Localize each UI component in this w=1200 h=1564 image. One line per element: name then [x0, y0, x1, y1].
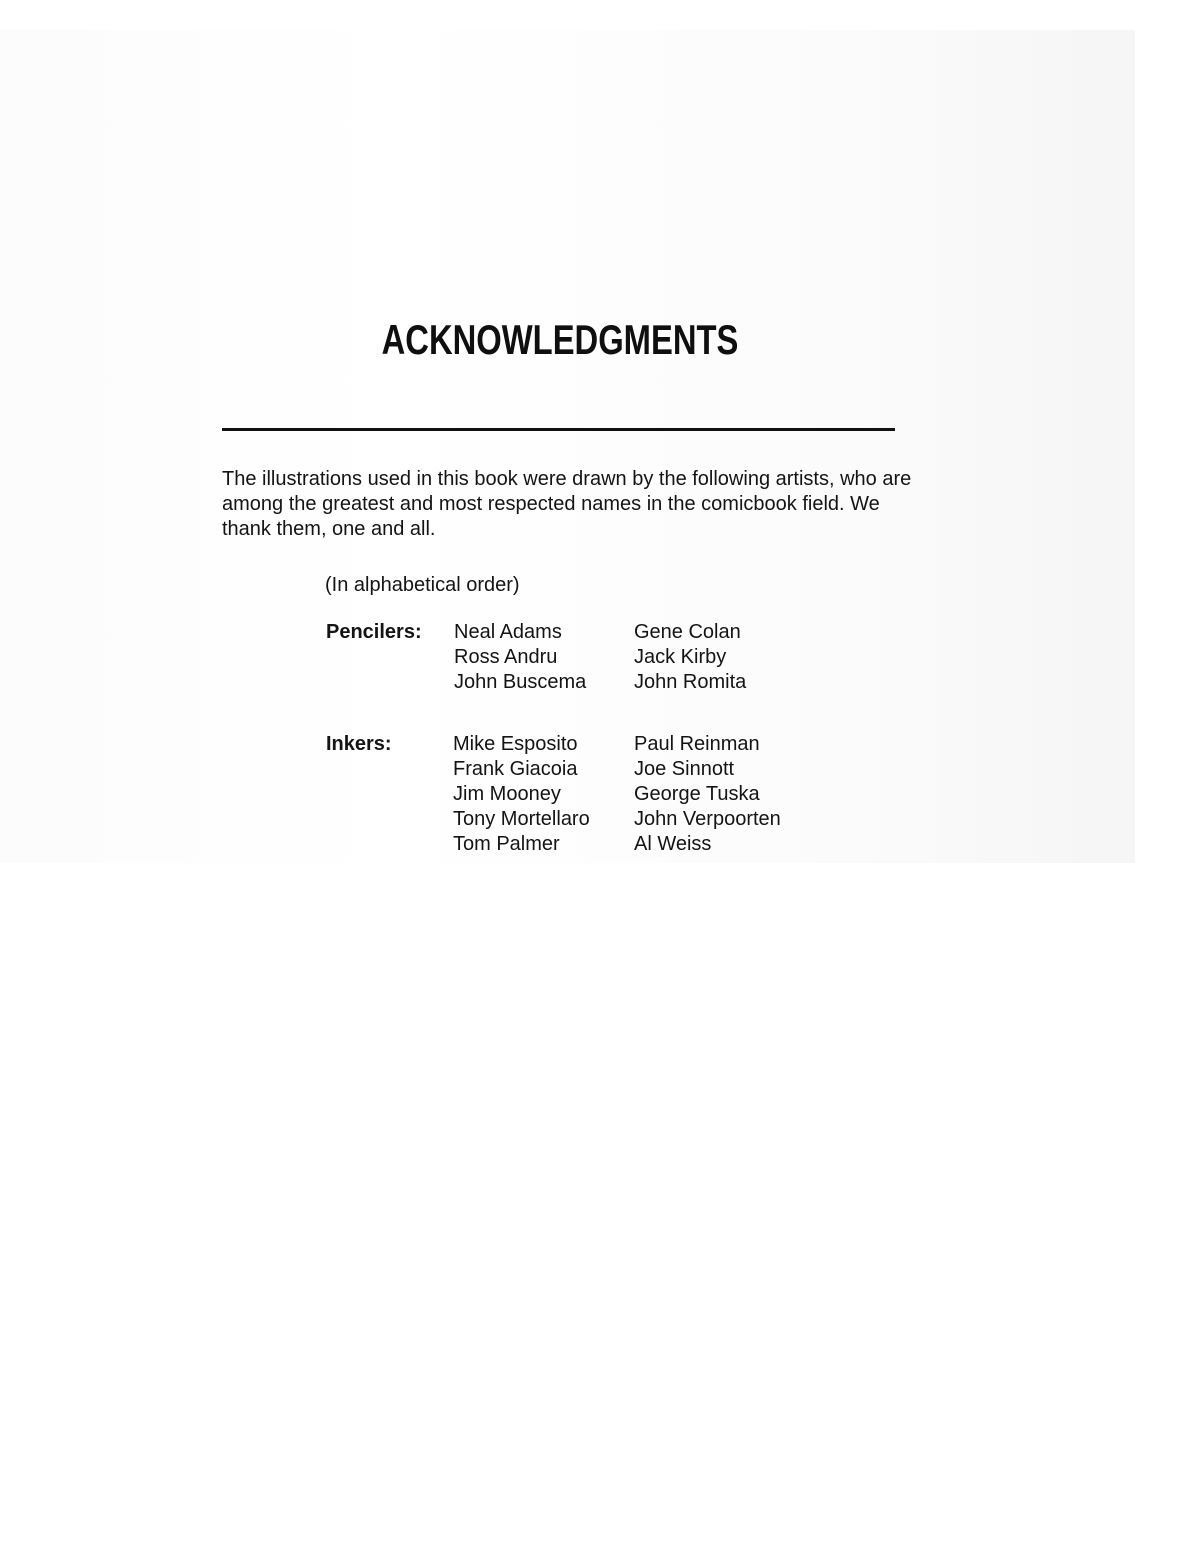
intro-paragraph: The illustrations used in this book were drawn by the following artists, who are among the greatest and most respected names in the comicbook field. We thank them, one and all. — [222, 468, 912, 540]
pencilers-label: Pencilers: — [326, 621, 422, 643]
artist-name: John Verpoorten — [634, 808, 781, 830]
title-divider — [222, 428, 895, 431]
artist-name: Neal Adams — [454, 621, 562, 643]
artist-name: Al Weiss — [634, 833, 712, 855]
artist-name: Tony Mortellaro — [453, 808, 590, 830]
pencilers-column-2 — [634, 620, 746, 695]
artist-name: Mike Esposito — [453, 733, 578, 755]
inkers-column-1 — [453, 732, 590, 857]
inkers-label: Inkers: — [326, 733, 392, 755]
artist-name: George Tuska — [634, 783, 760, 805]
artist-name: Gene Colan — [634, 621, 741, 643]
artist-name: Jim Mooney — [453, 783, 561, 805]
artist-name: Jack Kirby — [634, 646, 727, 668]
artist-name: Tom Palmer — [453, 833, 560, 855]
artist-name: John Buscema — [454, 671, 587, 693]
order-note: (In alphabetical order) — [325, 574, 520, 596]
artist-name: John Romita — [634, 671, 747, 693]
artist-name: Ross Andru — [454, 646, 558, 668]
artist-name: Paul Reinman — [634, 733, 760, 755]
page-title: ACKNOWLEDGMENTS — [381, 316, 739, 363]
inkers-column-2 — [634, 732, 781, 857]
pencilers-column-1 — [454, 620, 586, 695]
artist-name: Joe Sinnott — [634, 758, 735, 780]
artist-name: Frank Giacoia — [453, 758, 578, 780]
